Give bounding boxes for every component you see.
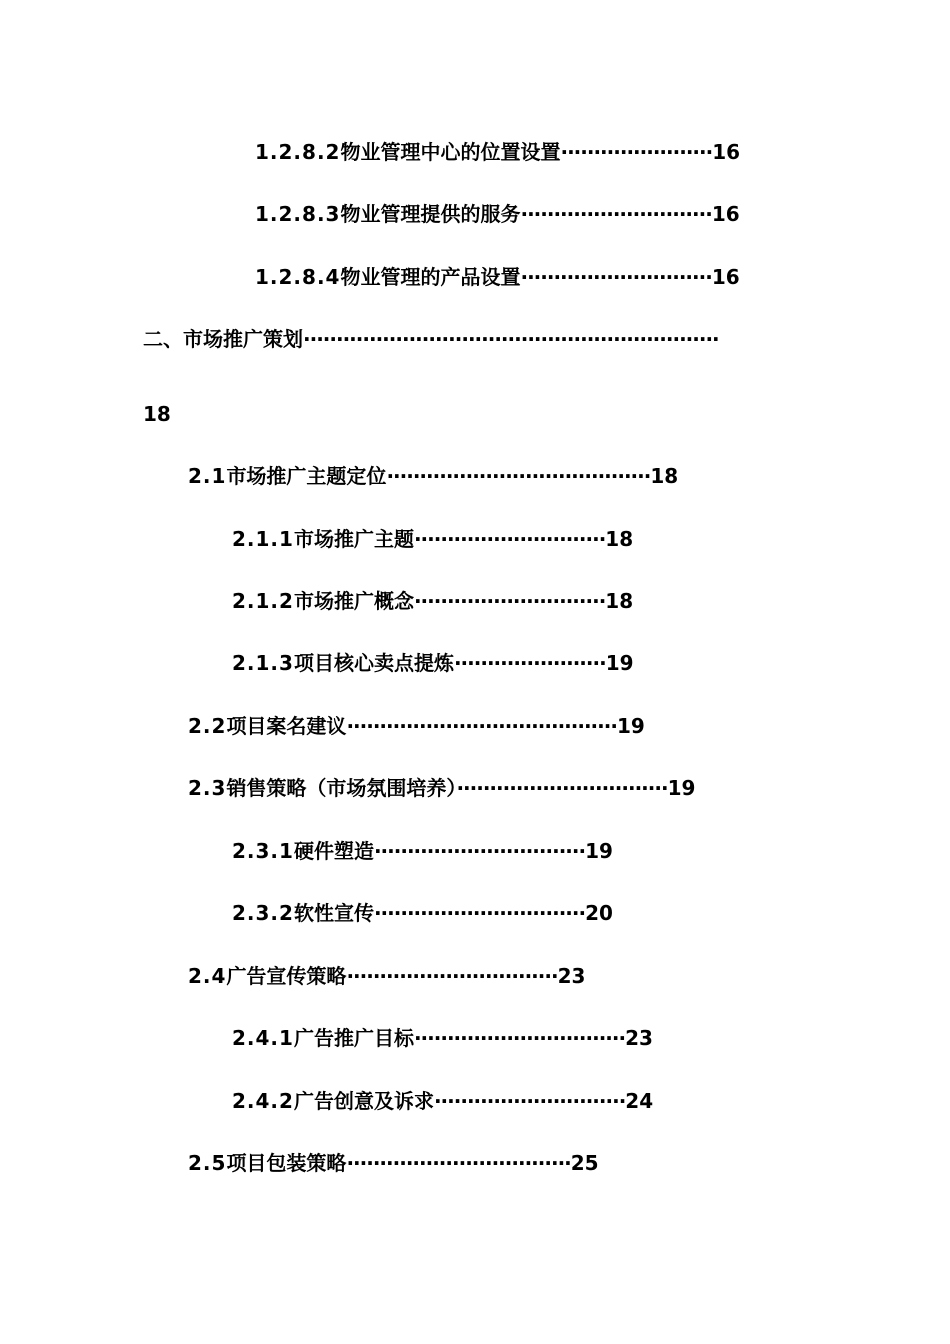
toc-entry-2-1-3[interactable]	[232, 650, 634, 676]
toc-leader-dots: ································	[373, 901, 586, 925]
toc-entry-2-3[interactable]	[188, 775, 695, 801]
toc-number: 2.1	[188, 464, 227, 488]
toc-leader-dots: ········································	[386, 464, 651, 488]
toc-entry-1-2-8-3[interactable]	[255, 201, 740, 227]
toc-title: 销售策略（市场氛围培养）	[226, 776, 457, 800]
toc-entry-2-4-2[interactable]	[232, 1088, 653, 1114]
toc-number: 2.3.2	[232, 901, 294, 925]
toc-title: 市场推广主题定位	[226, 464, 387, 488]
toc-entry-2-2[interactable]	[188, 713, 645, 739]
toc-title: 二、市场推广策划	[143, 327, 303, 351]
toc-page-number: 25	[570, 1151, 599, 1175]
toc-leader-dots: ································	[346, 964, 558, 988]
toc-number: 2.2	[188, 714, 227, 738]
toc-entry-2-1-1[interactable]	[232, 526, 633, 552]
toc-leader-dots: ································	[373, 839, 586, 863]
toc-leader-dots: ································	[456, 776, 668, 800]
toc-page-number: 20	[585, 901, 613, 925]
toc-leader-dots: ·····························	[520, 202, 712, 226]
toc-number: 2.5	[188, 1151, 227, 1175]
toc-number: 2.4.1	[232, 1026, 294, 1050]
toc-number: 2.1.1	[232, 527, 294, 551]
toc-entry-2-3-1[interactable]	[232, 838, 613, 864]
toc-number: 1.2.8.2	[255, 140, 341, 164]
toc-title: 广告推广目标	[293, 1026, 414, 1050]
toc-leader-dots: ·····························	[433, 1089, 626, 1113]
toc-leader-dots: ································	[413, 1026, 626, 1050]
toc-title: 软性宣传	[293, 901, 374, 925]
toc-entry-2-4-1[interactable]	[232, 1025, 653, 1051]
toc-page-number: 19	[616, 714, 645, 738]
toc-page-number: 23	[557, 964, 586, 988]
toc-number: 2.1.2	[232, 589, 294, 613]
toc-leader-dots: ·····························	[413, 589, 606, 613]
toc-number: 1.2.8.4	[255, 265, 341, 289]
toc-page-number: 18	[605, 527, 634, 551]
toc-title: 物业管理的产品设置	[340, 265, 521, 289]
toc-number: 2.4.2	[232, 1089, 294, 1113]
toc-title: 广告创意及诉求	[293, 1089, 434, 1113]
toc-entry-chapter-2-page[interactable]	[143, 401, 171, 427]
toc-leader-dots: ·········································	[346, 714, 617, 738]
toc-title: 物业管理中心的位置设置	[340, 140, 561, 164]
toc-entry-2-4[interactable]	[188, 963, 585, 989]
toc-leader-dots: ·····························	[413, 527, 606, 551]
toc-title: 广告宣传策略	[226, 964, 347, 988]
toc-page-number: 19	[667, 776, 696, 800]
toc-title: 市场推广概念	[293, 589, 414, 613]
toc-title: 项目案名建议	[226, 714, 347, 738]
toc-page-number: 18	[143, 402, 171, 426]
toc-number: 2.3	[188, 776, 227, 800]
toc-entry-2-5[interactable]	[188, 1150, 599, 1176]
toc-page-number: 23	[625, 1026, 653, 1050]
toc-entry-chapter-2[interactable]	[143, 326, 719, 352]
toc-entry-1-2-8-2[interactable]	[255, 139, 740, 165]
toc-entry-1-2-8-4[interactable]	[255, 264, 740, 290]
toc-page-number: 16	[711, 202, 740, 226]
toc-leader-dots: ·······················	[453, 651, 606, 675]
toc-page-number: 18	[650, 464, 679, 488]
toc-title: 物业管理提供的服务	[340, 202, 521, 226]
toc-leader-dots: ·······················	[560, 140, 713, 164]
toc-page-number: 16	[711, 265, 740, 289]
toc-number: 2.3.1	[232, 839, 294, 863]
toc-title: 项目核心卖点提炼	[293, 651, 454, 675]
toc-leader-dots: ·······························································	[303, 327, 719, 351]
toc-entry-2-3-2[interactable]	[232, 900, 613, 926]
toc-number: 2.1.3	[232, 651, 294, 675]
toc-title: 项目包装策略	[226, 1151, 347, 1175]
toc-title: 市场推广主题	[293, 527, 414, 551]
toc-page-number: 19	[605, 651, 634, 675]
toc-title: 硬件塑造	[293, 839, 374, 863]
toc-entry-2-1-2[interactable]	[232, 588, 633, 614]
toc-leader-dots: ·····························	[520, 265, 712, 289]
toc-page-number: 24	[625, 1089, 654, 1113]
toc-page-number: 16	[712, 140, 741, 164]
toc-number: 1.2.8.3	[255, 202, 341, 226]
toc-leader-dots: ··································	[346, 1151, 571, 1175]
toc-number: 2.4	[188, 964, 227, 988]
toc-page-number: 18	[605, 589, 634, 613]
toc-page-number: 19	[585, 839, 613, 863]
toc-entry-2-1[interactable]	[188, 463, 678, 489]
